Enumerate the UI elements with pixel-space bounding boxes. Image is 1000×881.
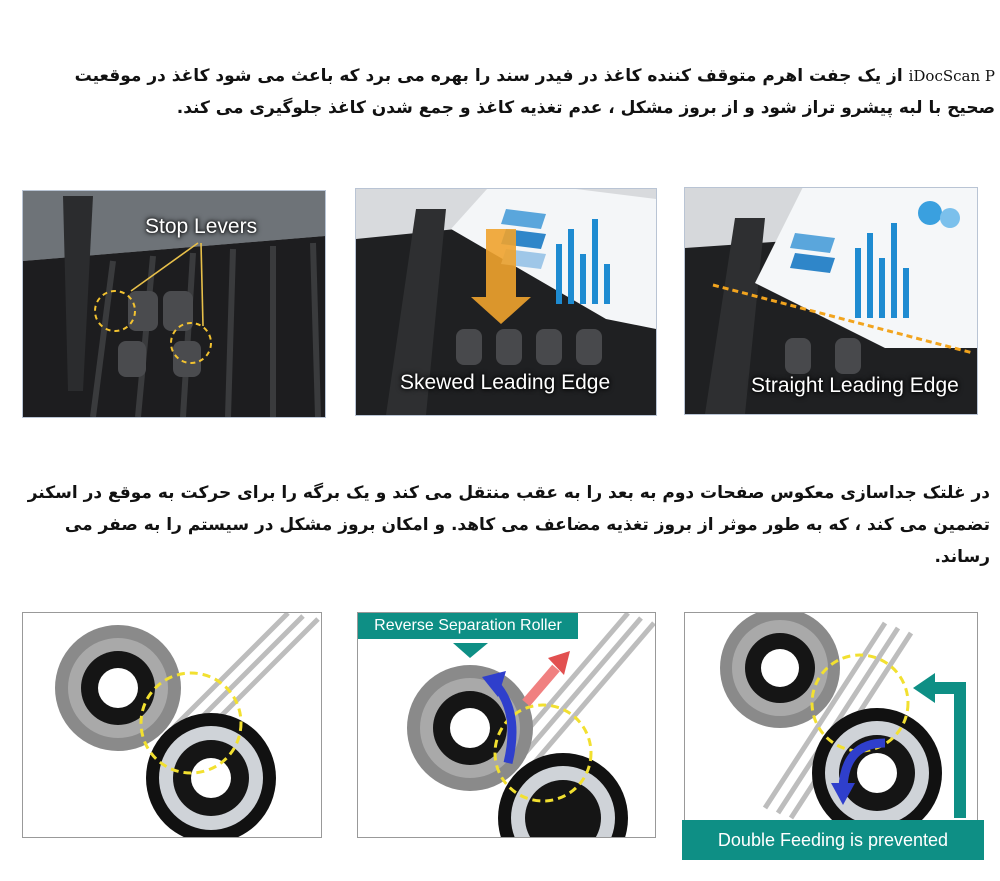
roller-diagram-normal [22,612,322,838]
stop-levers-label: Stop Levers [145,215,258,238]
skewed-edge-label: Skewed Leading Edge [400,371,611,394]
photo-straight-edge [684,187,978,415]
intro-paragraph [30,60,995,124]
straight-edge-label: Straight Leading Edge [751,374,959,397]
brand-name: iDocScan P [908,67,995,85]
roller-paragraph: در غلتک جداسازی معکوس صفحات دوم به بعد را به عقب منتقل می کند و یک برگه را برای حرکت به موقع در اسکنر تضمین می کند ، که به طور موثر از بروز تغذیه مضاعف می کاهد. و امکان بروز مشکل در سیستم را به صفر می رساند. [27,483,990,567]
photo-stop-levers [22,190,326,418]
reverse-roller-label: Reverse Separation Roller [358,613,578,639]
double-feeding-label: Double Feeding is prevented [682,820,984,860]
photo-skewed-edge [355,188,657,416]
roller-diagram-reverse [357,612,656,838]
intro-text: از یک جفت اهرم متوقف کننده کاغذ در فیدر سند را بهره می برد که باعث می شود کاغذ در موقعیت صحیح با لبه پیشرو تراز شود و از بروز مشکل ، عدم تغذیه کاغذ و جمع شدن کاغذ جلوگیری می کند. [74,66,995,118]
roller-diagram-prevented [684,612,978,838]
